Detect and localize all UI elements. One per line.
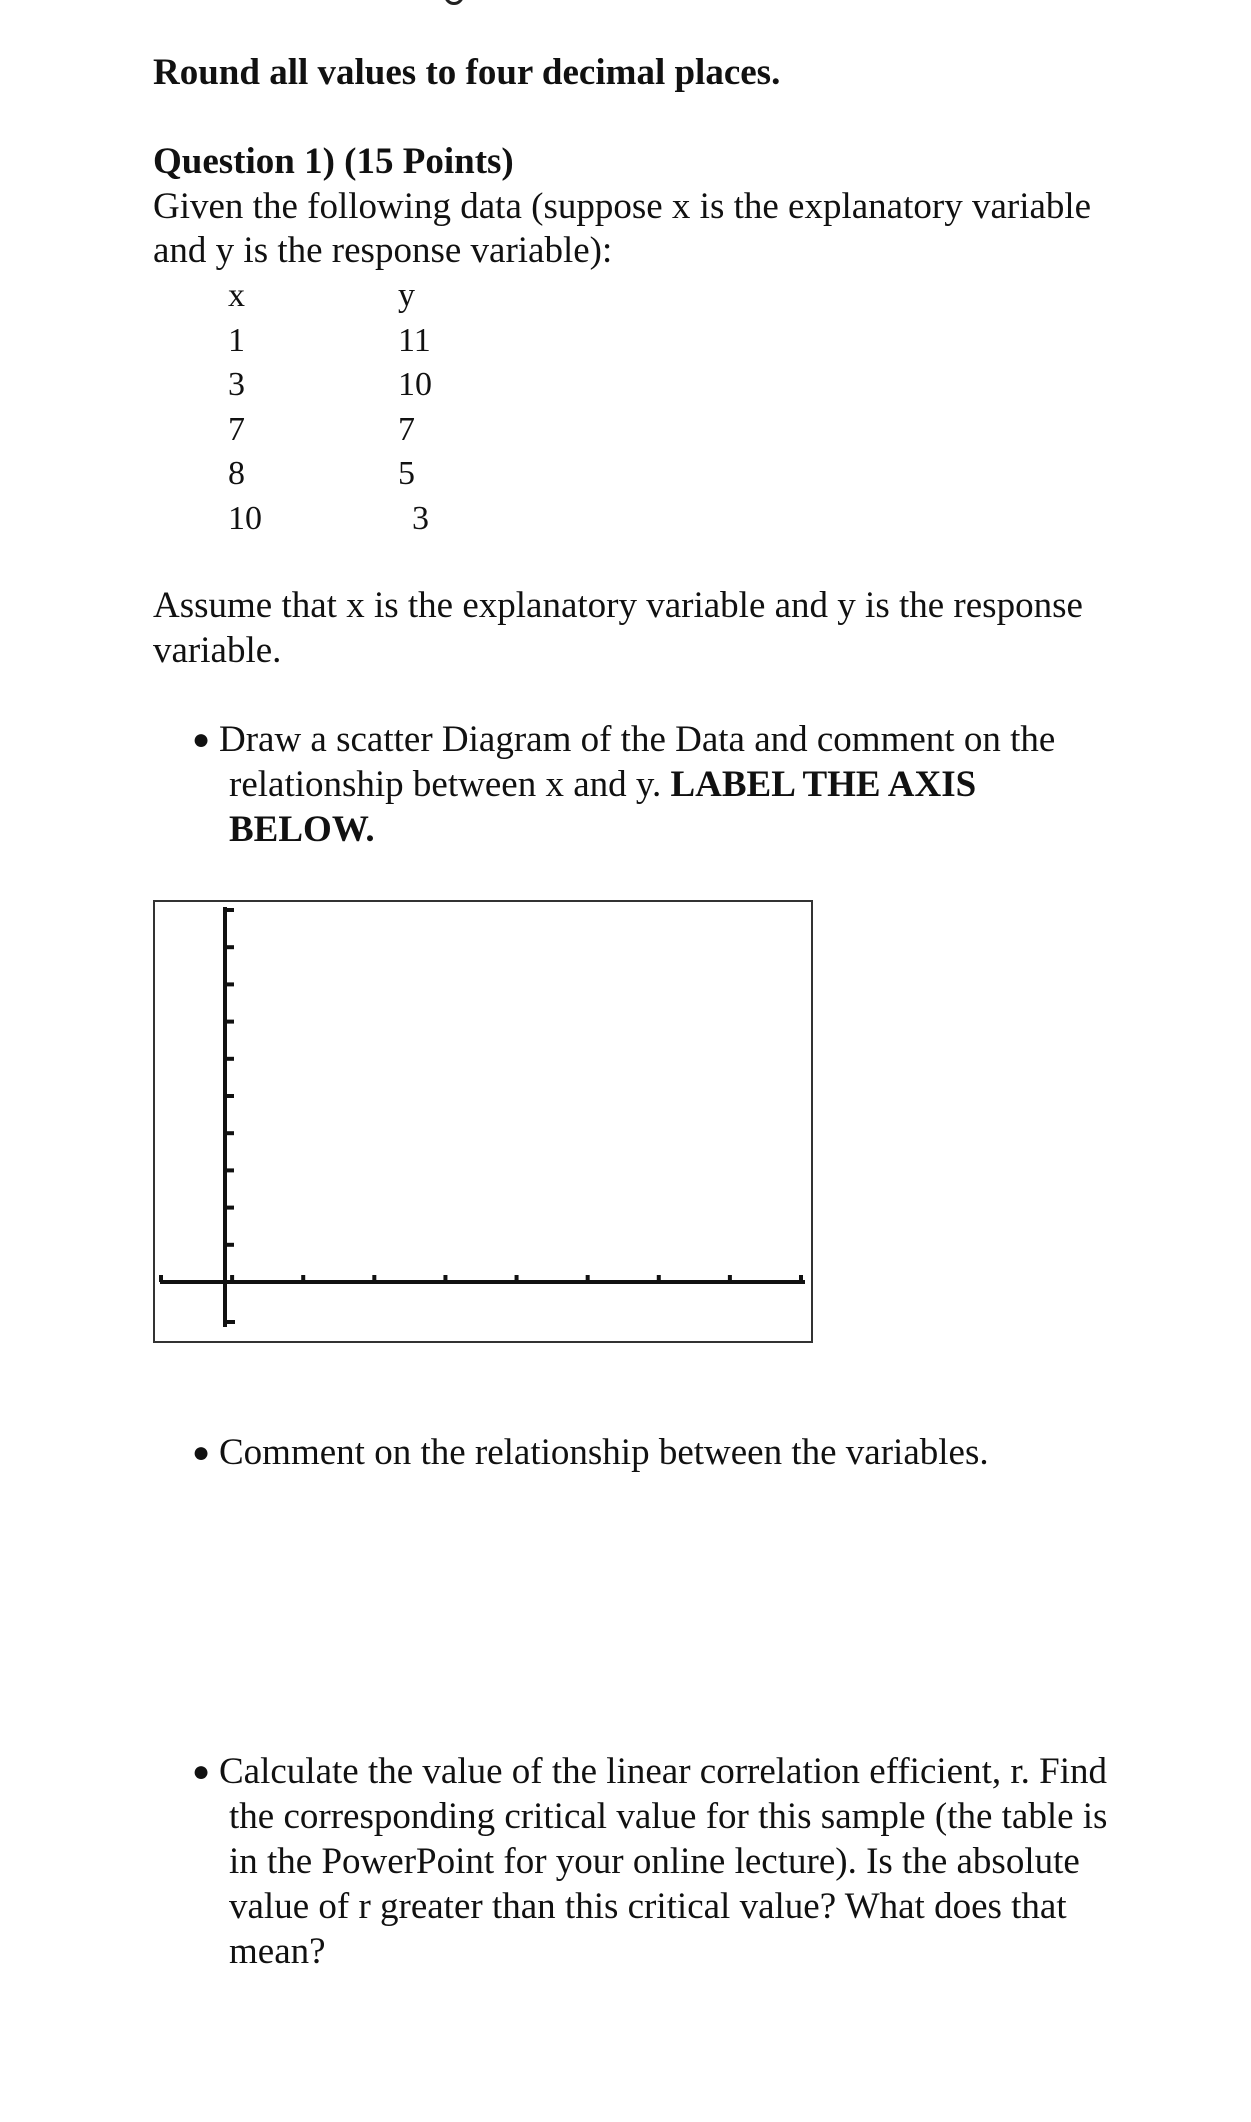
y-header: y xyxy=(398,277,415,314)
y-value: 11 xyxy=(398,321,431,359)
scatter-line-2: relationship between x and y. xyxy=(229,764,671,805)
blank-scatter-graph[interactable] xyxy=(153,900,813,1343)
x-column xyxy=(228,274,262,541)
question-intro-line-2: and y is the response variable): xyxy=(153,230,613,271)
x-value: 8 xyxy=(228,455,245,492)
label-axis-emphasis: LABEL THE AXIS xyxy=(670,764,977,805)
correlation-line-4: value of r greater than this critical value? What does that xyxy=(229,1886,1067,1927)
rounding-instruction: Round all values to four decimal places. xyxy=(153,52,781,93)
x-header: x xyxy=(228,277,245,314)
x-value: 3 xyxy=(228,366,245,403)
bullet-icon: ● xyxy=(192,1436,211,1469)
correlation-line-1: Calculate the value of the linear correlation efficient, r. Find xyxy=(219,1751,1107,1792)
y-column xyxy=(398,274,432,541)
assumption-line-2: variable. xyxy=(153,630,282,671)
correlation-line-5: mean? xyxy=(229,1931,326,1972)
scatter-line-1: Draw a scatter Diagram of the Data and comment on the xyxy=(219,719,1056,760)
correlation-line-3: in the PowerPoint for your online lecture). Is the absolute xyxy=(229,1841,1080,1882)
clipped-heading-fragment xyxy=(420,0,480,6)
correlation-line-2: the corresponding critical value for this sample (the table is xyxy=(229,1796,1108,1837)
x-value: 7 xyxy=(228,410,245,448)
x-value: 1 xyxy=(228,321,245,359)
bullet-icon: ● xyxy=(192,1755,211,1788)
y-value: 3 xyxy=(412,499,429,537)
y-value: 7 xyxy=(398,410,415,448)
x-value: 10 xyxy=(228,499,262,537)
y-value: 5 xyxy=(398,455,415,492)
question-title: Question 1) (15 Points) xyxy=(153,141,514,182)
bullet-icon: ● xyxy=(192,723,211,756)
y-value: 10 xyxy=(398,366,432,403)
assumption-line-1: Assume that x is the explanatory variable and y is the response xyxy=(153,585,1083,626)
scatter-line-3: BELOW. xyxy=(229,809,375,850)
graph-axes xyxy=(155,902,811,1341)
comment-line-1: Comment on the relationship between the variables. xyxy=(219,1432,989,1473)
question-intro-line-1: Given the following data (suppose x is the explanatory variable xyxy=(153,186,1092,227)
